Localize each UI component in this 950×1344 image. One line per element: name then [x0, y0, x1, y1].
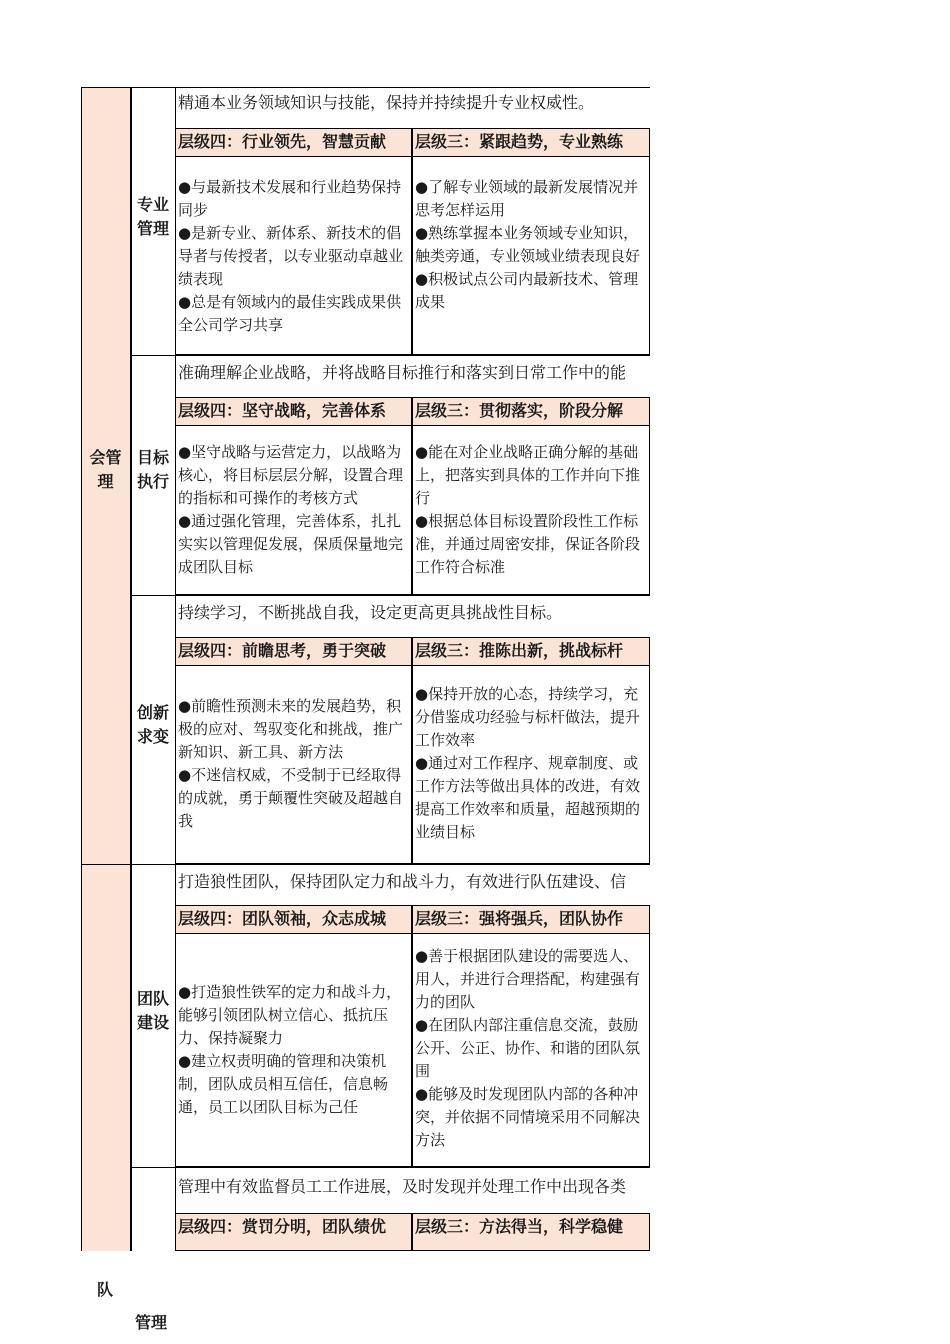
- level3-title: 层级三：方法得当，科学稳健: [415, 1217, 624, 1236]
- level3-points: ●保持开放的心态，持续学习，充分借鉴成功经验与标杆做法，提升工作效率 ●通过对工作程序、规章制度、或工作方法等做出具体的改进，有效提高工作效率和质量，超越预期的业绩目标: [415, 685, 641, 841]
- level3-title: 层级三：贯彻落实，阶段分解: [415, 401, 624, 420]
- section-description: 打造狼性团队，保持团队定力和战斗力，有效进行队伍建设、信: [178, 872, 627, 891]
- section-description: 管理中有效监督员工工作进展，及时发现并处理工作中出现各类: [178, 1177, 627, 1196]
- level-divider: [411, 128, 413, 355]
- level4-title: 层级四：前瞻思考，勇于突破: [178, 641, 387, 660]
- category-overflow-label: 队: [97, 1280, 114, 1299]
- level3-points: ●善于根据团队建设的需要选人、用人，并进行合理搭配，构建强有力的团队 ●在团队内部注重信息交流，鼓励公开、公正、协作、和谐的团队氛围 ●能够及时发现团队内部的各种冲突，并依据不同情境采用不同解决方法: [415, 947, 641, 1149]
- level4-points: ●坚守战略与运营定力，以战略为核心，将目标层层分解，设置合理的指标和可操作的考核方式 ●通过强化管理，完善体系，扎扎实实以管理促发展，保质保量地完成团队目标: [178, 443, 404, 576]
- section-description: 准确理解企业战略，并将战略目标推行和落实到日常工作中的能: [178, 363, 627, 382]
- level3-points: ●能在对企业战略正确分解的基础上，把落实到具体的工作并向下推行 ●根据总体目标设置阶段性工作标准，并通过周密安排，保证各阶段工作符合标准: [415, 443, 641, 576]
- row-separator: [130, 595, 650, 596]
- level3-title: 层级三：推陈出新，挑战标杆: [415, 641, 624, 660]
- level-divider: [411, 637, 413, 864]
- subcategory-label: 团队 建设: [136, 989, 169, 1032]
- content-box: [175, 157, 650, 355]
- subcategory-label: 创新 求变: [136, 703, 169, 746]
- content-box: [175, 426, 650, 595]
- level-header-box: [175, 637, 650, 666]
- section-description: 持续学习，不断挑战自我，设定更高更具挑战性目标。: [178, 603, 563, 622]
- content-box: [175, 666, 650, 864]
- content-box: [175, 934, 650, 1167]
- level4-points: ●打造狼性铁军的定力和战斗力，能够引领团队树立信心、抵抗压力、保持凝聚力 ●建立权责明确的管理和决策机制，团队成员相互信任，信息畅通，员工以团队目标为己任: [178, 983, 402, 1116]
- level-divider: [411, 905, 413, 1167]
- level4-title: 层级四：赏罚分明，团队绩优: [178, 1217, 387, 1236]
- section-description: 精通本业务领域知识与技能，保持并持续提升专业权威性。: [178, 93, 595, 112]
- level-header-box: [175, 397, 650, 426]
- table-top-border: [81, 87, 650, 88]
- level3-points: ●了解专业领域的最新发展情况并思考怎样运用 ●熟练掌握本业务领域专业知识，触类旁通，专业领域业绩表现良好 ●积极试点公司内最新技术、管理成果: [415, 178, 641, 311]
- row-separator: [130, 355, 650, 356]
- category-cell-team: [81, 864, 130, 1251]
- level3-title: 层级三：强将强兵，团队协作: [415, 909, 624, 928]
- level3-title: 层级三：紧跟趋势，专业熟练: [415, 132, 624, 151]
- level-header-box: [175, 1213, 650, 1251]
- row-separator: [130, 1167, 650, 1168]
- level-header-box: [175, 905, 650, 934]
- level-divider: [411, 1213, 413, 1251]
- level4-title: 层级四：行业领先，智慧贡献: [178, 132, 387, 151]
- category-label-management: 会管 理: [89, 448, 122, 491]
- category-divider: [130, 87, 132, 1251]
- level4-points: ●前瞻性预测未来的发展趋势，积极的应对、驾驭变化和挑战，推广新知识、新工具、新方法 ●不迷信权威，不受制于已经取得的成就，勇于颠覆性突破及超越自我: [178, 697, 404, 830]
- level-header-box: [175, 128, 650, 157]
- level4-title: 层级四：坚守战略，完善体系: [178, 401, 387, 420]
- table-left-border: [81, 87, 82, 1251]
- subcategory-label: 专业 管理: [136, 195, 169, 238]
- subcategory-overflow-label: 管理: [135, 1313, 168, 1332]
- level4-points: ●与最新技术发展和行业趋势保持同步 ●是新专业、新体系、新技术的倡导者与传授者，以专业驱动卓越业绩表现 ●总是有领域内的最佳实践成果供全公司学习共享: [178, 178, 404, 334]
- category-separator: [81, 864, 650, 865]
- level-divider: [411, 397, 413, 595]
- level4-title: 层级四：团队领袖，众志成城: [178, 909, 387, 928]
- subcategory-label: 目标 执行: [136, 448, 169, 491]
